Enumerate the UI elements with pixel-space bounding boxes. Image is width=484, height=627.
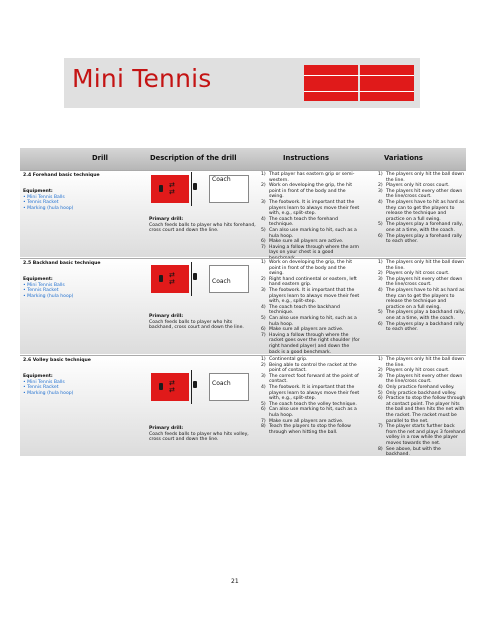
list-item: 2) Players only hit cross court. xyxy=(378,271,450,277)
coach-icon xyxy=(193,381,197,388)
primary-drill-text: Coach feeds balls to player who hits volley, cross court and down the line. xyxy=(149,431,249,443)
list-item: 3) The players hit every other down the line/cross court. xyxy=(378,188,463,200)
equipment-list xyxy=(23,189,73,211)
list-item: 1) Continental grip. xyxy=(261,357,308,362)
primary-drill-text: Coach feeds balls to player who hits backhand, cross court and down the line. xyxy=(149,319,244,331)
list-item: 6) Make sure all players are active. xyxy=(261,327,344,333)
table-row xyxy=(20,258,466,354)
table-row xyxy=(20,170,466,257)
list-item: 7) Make sure all players are active. xyxy=(261,418,344,424)
equipment-item: • Marking (hula hoop) xyxy=(23,391,73,397)
coach-icon xyxy=(193,273,197,280)
list-item: 5) The players play a backhand rally, one at a time, with the coach. xyxy=(378,310,466,321)
list-item: 6) Can also use marking to hit, such as a hula hoop. xyxy=(261,407,357,418)
variations-list xyxy=(378,357,466,458)
list-item: 6) The players play a forehand rally to each other. xyxy=(378,233,462,245)
equipment-item: • Tennis Racket xyxy=(23,385,73,391)
list-item: 4) Only practice forehand volley. xyxy=(378,384,455,390)
title-banner xyxy=(64,58,420,108)
table-header xyxy=(20,148,466,170)
list-item: 1) The players only hit the ball down the line. xyxy=(378,260,465,271)
list-item: 6) Make sure all players are active. xyxy=(261,239,344,245)
list-item: 7) The player starts further back from the net and plays 3 forehand volley in a row while the player moves towards the net. xyxy=(378,424,465,446)
list-item: 5) Can also use marking to hit, such as a hula hoop. xyxy=(261,227,357,239)
list-item: 3) The players hit every other down the line/cross court. xyxy=(378,373,463,385)
equipment-label: Equipment: xyxy=(23,374,53,379)
equipment-list xyxy=(23,374,73,396)
list-item: 2) Right hand continental or eastern, left hand eastern grip. xyxy=(261,276,357,288)
drill-description xyxy=(149,314,257,331)
list-item: 1) Work on developing the grip, the hit point in front of the body and the swing. xyxy=(261,260,353,277)
table-row xyxy=(20,355,466,456)
list-item: 3) The footwork. It is important that the players learn to always move their feet with, e.g., split-step. xyxy=(261,199,360,217)
equipment-label: Equipment: xyxy=(23,277,53,282)
list-item: 3) The correct foot forward at the point of contact. xyxy=(261,373,359,385)
coach-icon xyxy=(193,183,197,190)
header-description: Description of the drill xyxy=(150,154,237,162)
arrows-icon: ⇄ ⇄ xyxy=(169,271,175,286)
list-item: 8) See above, but with the backhand. xyxy=(378,446,441,458)
drill-description xyxy=(149,426,257,443)
list-item: 3) The players hit every other down the line/cross court. xyxy=(378,276,463,288)
list-item: 4) The footwork. It is important that the players learn to always move their feet with, e.g., split-step. xyxy=(261,384,360,402)
list-item: 2) Players only hit cross court. xyxy=(378,183,450,189)
list-item: 4) The players have to hit as hard as they can to get the players to release the technique and practice on a full swing. xyxy=(378,287,465,310)
page-number: 21 xyxy=(231,578,239,585)
list-item: 6) Practice to stop the follow through at contact point. The player hits the ball and then hits the net with the racket. The racket must be parallel to the net. xyxy=(378,396,466,424)
player-icon xyxy=(159,275,163,282)
instructions-list xyxy=(261,260,361,355)
list-item: 5) The coach teach the volley technique. xyxy=(261,401,357,407)
drill-title: 2.6 Volley basic technique xyxy=(23,358,91,363)
equipment-item: • Mini Tennis Balls xyxy=(23,283,73,289)
header-variations: Variations xyxy=(384,154,423,162)
player-icon xyxy=(159,383,163,390)
list-item: 2) Players only hit cross court. xyxy=(378,368,450,374)
list-item: 4) The players have to hit as hard as they can to get the players to release the technique and practice on a full swing. xyxy=(378,199,465,222)
equipment-item: • Marking (hula hoop) xyxy=(23,206,73,212)
drill-title: 2.4 Forehand basic technique xyxy=(23,173,100,178)
primary-drill-text: Coach feeds balls to player who hits forehand, cross court and down the line. xyxy=(149,222,256,234)
court-graphic xyxy=(304,65,414,101)
primary-drill-label: Primary drill: xyxy=(149,314,184,319)
list-item: 7) Having a follow through where the arm lays on your chest is a good xyxy=(261,244,360,256)
list-item: 1) The players only hit the ball down the line. xyxy=(378,357,465,368)
drill-description xyxy=(149,217,257,234)
coach-label: Coach xyxy=(212,278,231,285)
list-item: 5) Can also use marking to hit, such as a hula hoop. xyxy=(261,315,357,327)
list-item: 8) Teach the players to stop the follow through when hitting the ball. xyxy=(261,424,351,435)
equipment-item: • Marking (hula hoop) xyxy=(23,294,73,300)
list-item: 6) The players play a backhand rally to each other. xyxy=(378,321,464,333)
list-item: 5) Only practice backhand volley. xyxy=(378,390,457,396)
drill-diagram xyxy=(149,172,252,210)
drill-title: 2.5 Backhand basic technique xyxy=(23,261,101,266)
primary-drill-label: Primary drill: xyxy=(149,217,184,222)
equipment-list xyxy=(23,277,73,299)
list-item: 1) That player has eastern grip or semi-western. xyxy=(261,172,355,183)
list-item: 2) Work on developing the grip, the hit point in front of the body and the swing. xyxy=(261,183,353,200)
instructions-list xyxy=(261,172,361,262)
page-title: Mini Tennis xyxy=(72,64,212,93)
arrows-icon: ⇄ ⇄ xyxy=(169,379,175,394)
list-item: 4) The coach teach the backhand technique. xyxy=(261,304,340,316)
list-item: 7) Having a follow through where the racket goes over the right shoulder (for right handed player) and down the back is a good benchmark. xyxy=(261,332,360,355)
variations-list xyxy=(378,172,466,245)
header-instructions: Instructions xyxy=(283,154,330,162)
drill-diagram xyxy=(149,370,252,408)
list-item: 2) Being able to control the racket at the point of contact. xyxy=(261,362,357,374)
player-icon xyxy=(159,185,163,192)
arrows-icon: ⇄ ⇄ xyxy=(169,181,175,196)
drill-diagram xyxy=(149,262,252,300)
equipment-item: • Tennis Racket xyxy=(23,288,73,294)
primary-drill-label: Primary drill: xyxy=(149,426,184,431)
list-item: 3) The footwork. It is important that the players learn to always move their feet with, e.g., split-step. xyxy=(261,287,360,305)
coach-label: Coach xyxy=(212,176,231,183)
variations-list xyxy=(378,260,466,333)
equipment-item: • Mini Tennis Balls xyxy=(23,380,73,386)
equipment-item: • Tennis Racket xyxy=(23,200,73,206)
coach-label: Coach xyxy=(212,380,231,387)
header-drill: Drill xyxy=(92,154,108,162)
equipment-item: • Mini Tennis Balls xyxy=(23,195,73,201)
equipment-label: Equipment: xyxy=(23,189,53,194)
list-item: 4) The coach teach the forehand technique. xyxy=(261,216,338,228)
list-item: 1) The players only hit the ball down the line. xyxy=(378,172,465,183)
instructions-list xyxy=(261,357,361,435)
list-item: 5) The players play a forehand rally, one at a time, with the coach. xyxy=(378,222,464,233)
